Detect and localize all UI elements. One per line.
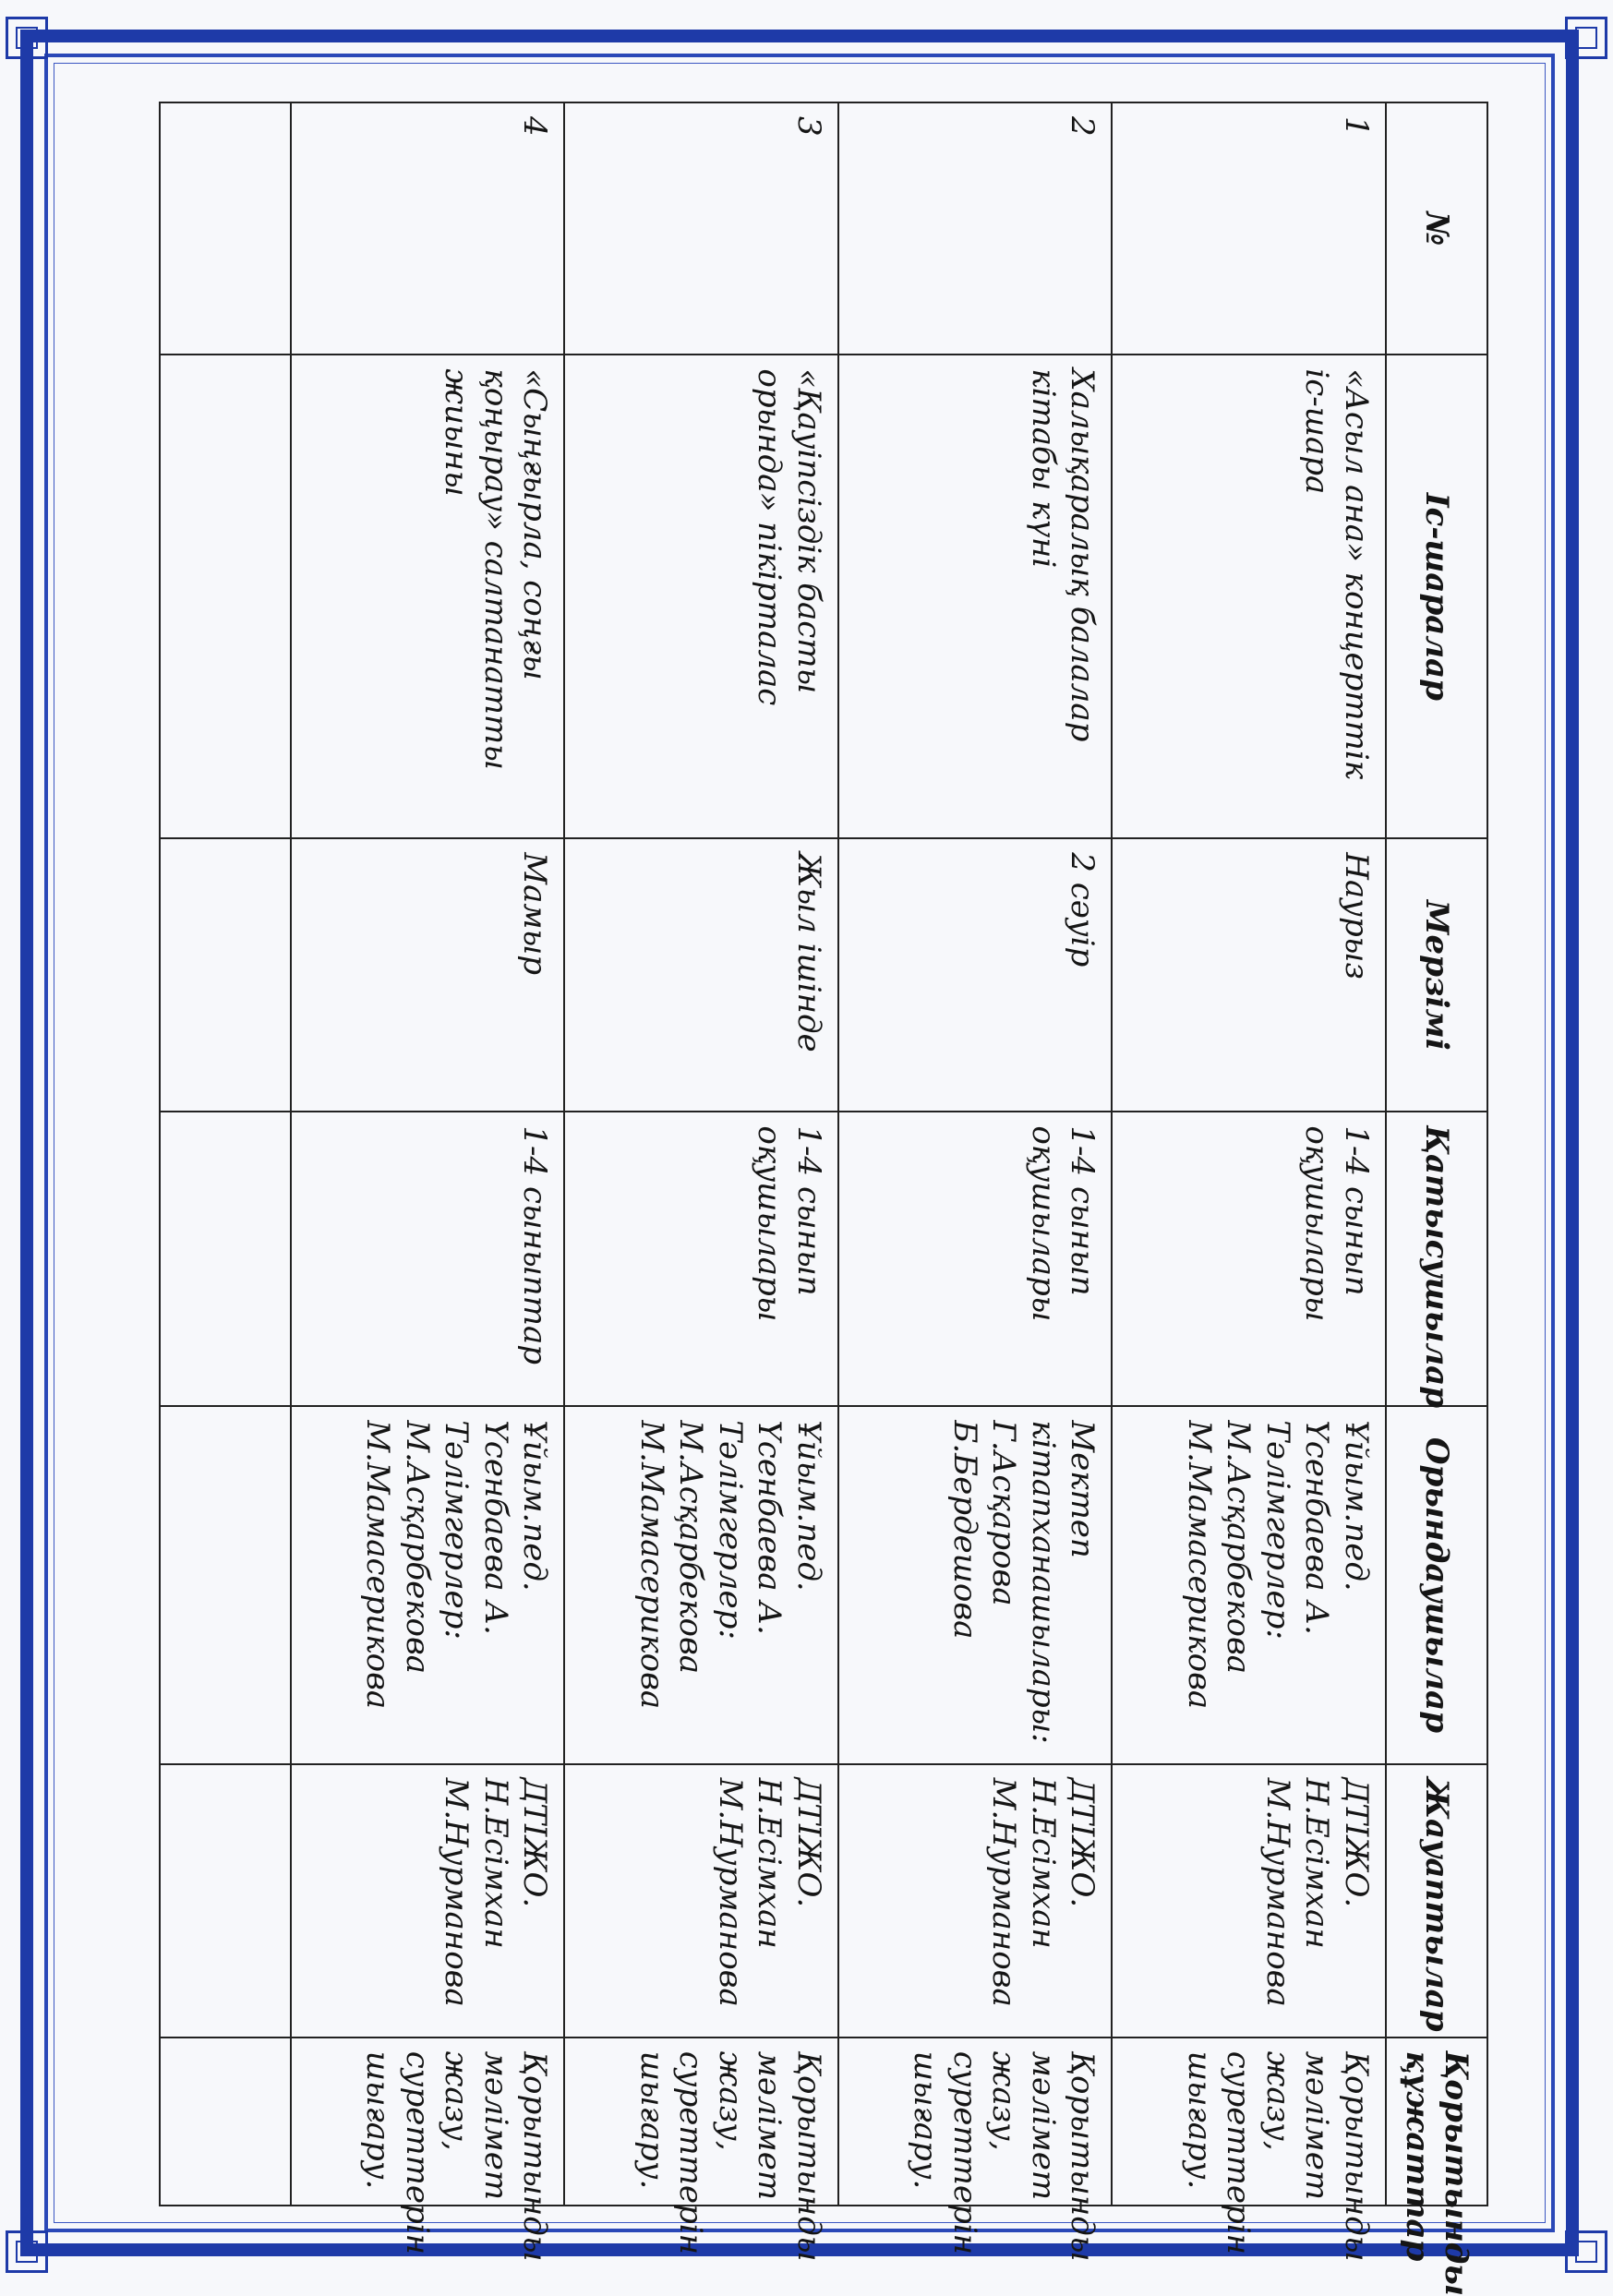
cell-responsible: ДТІЖО. Н.Есімхан М.Нурманова: [838, 1764, 1113, 2038]
header-row: [1386, 102, 1487, 2206]
cell-result: Қорытынды мәлімет жазу, суреттерін шығару.: [838, 2038, 1113, 2206]
empty-cell: [160, 355, 291, 838]
cell-date: Наурыз: [1113, 838, 1387, 1112]
cell-result: Қорытынды мәлімет жазу, суреттерін шығару.: [1113, 2038, 1387, 2206]
corner-ornament-top-right: [1565, 17, 1607, 59]
empty-cell: [160, 102, 291, 355]
empty-cell: [160, 2038, 291, 2206]
cell-responsible: ДТІЖО. Н.Есімхан М.Нурманова: [1113, 1764, 1387, 2038]
cell-participants: 1-4 сынып оқушылары: [1113, 1112, 1387, 1406]
cell-participants: 1-4 сынып оқушылары: [838, 1112, 1113, 1406]
table-row: [291, 102, 565, 2206]
cell-num: 3: [565, 102, 839, 355]
corner-ornament-top-left: [6, 17, 48, 59]
cell-event: «Асыл ана» концерттік іс-шара: [1113, 355, 1387, 838]
cell-organizers: Мектеп кітапханашылары: Г.Асқарова Б.Бердешова: [838, 1406, 1113, 1763]
cell-responsible: ДТІЖО. Н.Есімхан М.Нурманова: [291, 1764, 565, 2038]
empty-row: [160, 102, 291, 2206]
cell-organizers: Ұйым.пед. Үсенбаева А. Тәлімгерлер: М.Асқарбекова М.Мамасерикова: [565, 1406, 839, 1763]
cell-result: Қорытынды мәлімет жазу, суреттерін шығару.: [291, 2038, 565, 2206]
cell-event: «Сыңғырла, соңғы қоңырау» салтанатты жиыны: [291, 355, 565, 838]
header-event: Іс-шаралар: [1386, 355, 1487, 838]
header-organizers: Орындаушылар: [1386, 1406, 1487, 1763]
empty-cell: [160, 1406, 291, 1763]
events-plan-table: [159, 102, 1488, 2296]
cell-responsible: ДТІЖО. Н.Есімхан М.Нурманова: [565, 1764, 839, 2038]
cell-num: 2: [838, 102, 1113, 355]
corner-ornament-bottom-right: [1565, 2230, 1607, 2273]
cell-event: Халықаралық балалар кітабы күні: [838, 355, 1113, 838]
cell-participants: 1-4 сынып оқушылары: [565, 1112, 839, 1406]
table-row: [565, 102, 839, 2206]
cell-event: «Қауіпсіздік басты орында» пікірталас: [565, 355, 839, 838]
cell-date: 2 сәуір: [838, 838, 1113, 1112]
cell-num: 1: [1113, 102, 1387, 355]
header-result: Қорытынды құжаттар: [1386, 2038, 1487, 2206]
table-row: [838, 102, 1113, 2206]
corner-ornament-bottom-left: [6, 2230, 48, 2273]
header-num: №: [1386, 102, 1487, 355]
header-participants: Қатысушылар: [1386, 1112, 1487, 1406]
empty-cell: [160, 1764, 291, 2038]
table-row: [1113, 102, 1387, 2206]
cell-result: Қорытынды мәлімет жазу, суреттерін шығару.: [565, 2038, 839, 2206]
cell-num: 4: [291, 102, 565, 355]
empty-cell: [160, 1112, 291, 1406]
cell-date: Жыл ішінде: [565, 838, 839, 1112]
cell-date: Мамыр: [291, 838, 565, 1112]
empty-cell: [160, 838, 291, 1112]
header-responsible: Жауаптылар: [1386, 1764, 1487, 2038]
cell-organizers: Ұйым.пед. Үсенбаева А. Тәлімгерлер: М.Асқарбекова М.Мамасерикова: [291, 1406, 565, 1763]
rotated-table-container: [159, 102, 1488, 2296]
cell-participants: 1-4 сыныптар: [291, 1112, 565, 1406]
cell-organizers: Ұйым.пед. Үсенбаева А. Тәлімгерлер: М.Асқарбекова М.Мамасерикова: [1113, 1406, 1387, 1763]
header-date: Мерзімі: [1386, 838, 1487, 1112]
